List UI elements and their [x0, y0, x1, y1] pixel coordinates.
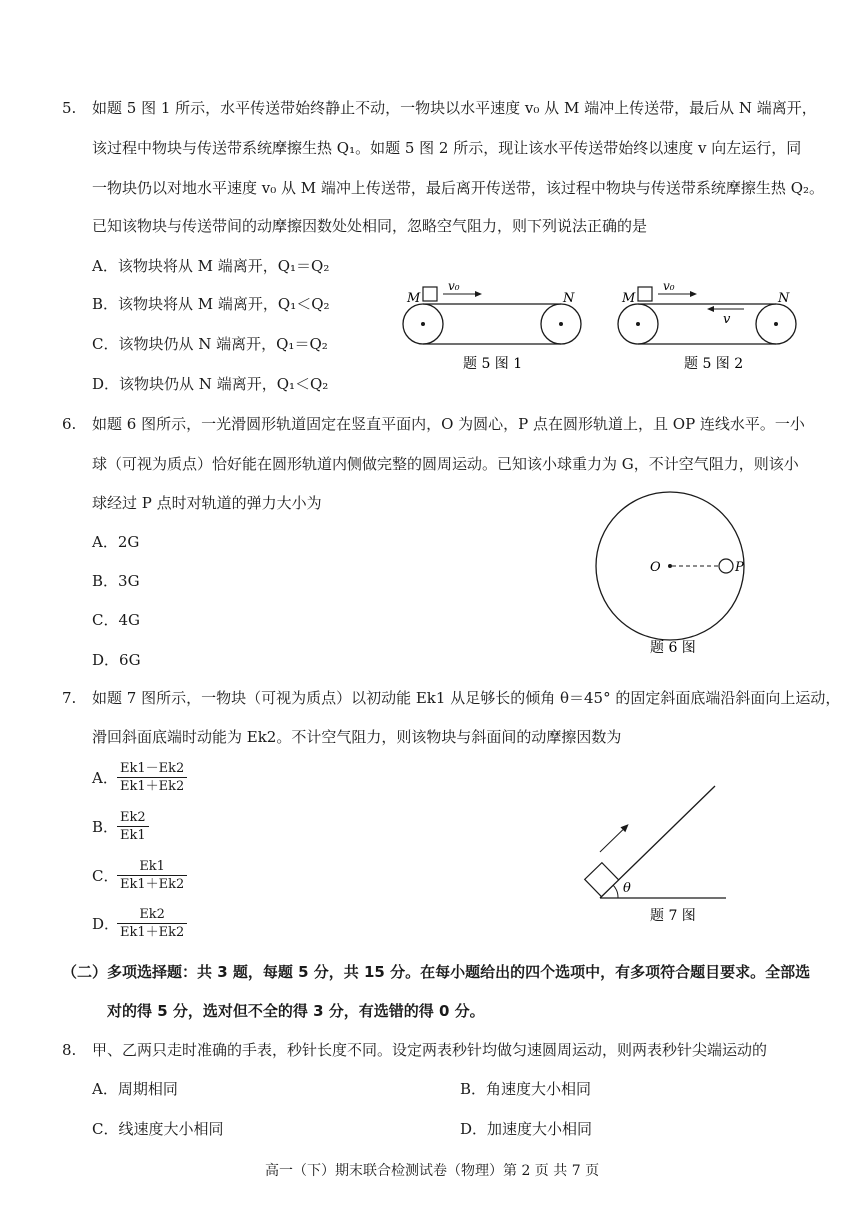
ball-icon: [719, 559, 733, 573]
q5-number: 5.: [62, 99, 77, 117]
q7-option-b-letter: B．: [92, 818, 119, 836]
block-icon: [423, 287, 437, 301]
q7-option-b-fraction: [117, 809, 149, 844]
q6-stem-line-1: 如题 6 图所示，一光滑圆形轨道固定在竖直平面内，O 为圆心，P 点在圆形轨道上，且 OP 连线水平。一小: [92, 415, 805, 433]
q6-number: 6.: [62, 415, 77, 433]
q7-option-c-letter: C．: [92, 867, 119, 885]
q7-option-d-den: Ek1＋Ek2: [120, 925, 185, 940]
q6-stem-line-3: 球经过 P 点时对轨道的弹力大小为: [92, 494, 322, 512]
label-m: M: [407, 291, 421, 306]
conveyor-figure-1: [395, 280, 595, 375]
q5-option-d: D．该物块仍从 N 端离开，Q₁＜Q₂: [92, 375, 329, 393]
q5-option-b: B．该物块将从 M 端离开，Q₁＜Q₂: [92, 295, 330, 313]
label-o: O: [650, 560, 661, 575]
label-v: v: [723, 312, 731, 327]
q7-option-b-den: Ek1: [120, 828, 146, 843]
q8-option-d: D．加速度大小相同: [460, 1120, 593, 1138]
block-icon: [585, 863, 619, 897]
q7-option-a-letter: A．: [92, 769, 118, 787]
q5-stem-line-4: 已知该物块与传送带间的动摩擦因数处处相同，忽略空气阻力，则下列说法正确的是: [92, 217, 648, 235]
label-theta: θ: [623, 881, 631, 896]
q8-stem: 甲、乙两只走时准确的手表，秒针长度不同。设定两表秒针均做匀速圆周运动，则两表秒针尖端运动的: [92, 1041, 768, 1059]
page-footer: 高一（下）期末联合检测试卷（物理）第 2 页 共 7 页: [265, 1163, 600, 1179]
q7-option-a-num: Ek1－Ek2: [117, 760, 187, 778]
fig7-caption: 题 7 图: [650, 908, 696, 924]
circular-track-figure: [590, 485, 770, 665]
conveyor-figure-2: [610, 280, 810, 375]
label-p: P: [735, 560, 744, 575]
fig5-1-caption: 题 5 图 1: [463, 356, 523, 372]
q7-option-d-num: Ek2: [117, 906, 187, 924]
q7-option-b-num: Ek2: [117, 809, 149, 827]
q5-stem-line-3: 一物块仍以对地水平速度 v₀ 从 M 端冲上传送带，最后离开传送带，该过程中物块与传送带系统摩擦生热 Q₂。: [92, 179, 825, 197]
incline-figure: [580, 780, 740, 930]
q7-option-c-fraction: [117, 858, 187, 893]
fig6-caption: 题 6 图: [650, 640, 696, 656]
q7-number: 7.: [62, 689, 77, 707]
label-v0: v₀: [448, 280, 460, 293]
q7-option-a-fraction: [117, 760, 187, 795]
q8-option-b: B．角速度大小相同: [460, 1080, 592, 1098]
arrow-right-icon: [690, 291, 697, 297]
fig5-2-caption: 题 5 图 2: [684, 356, 744, 372]
label-m: M: [622, 291, 636, 306]
q6-option-a: A．2G: [92, 533, 140, 551]
q5-option-a: A．该物块将从 M 端离开，Q₁＝Q₂: [92, 257, 330, 275]
q8-option-a: A．周期相同: [92, 1080, 178, 1098]
block-icon: [638, 287, 652, 301]
section2-line-1: （二）多项选择题：共 3 题，每题 5 分，共 15 分。在每小题给出的四个选项中，有多项符合题目要求。全部选: [62, 963, 811, 981]
arrow-right-icon: [475, 291, 482, 297]
arrow-left-icon: [707, 306, 714, 312]
q7-option-c-den: Ek1＋Ek2: [120, 877, 185, 892]
q5-stem-line-2: 该过程中物块与传送带系统摩擦生热 Q₁。如题 5 图 2 所示，现让该水平传送带始终以速度 v 向左运行，同: [92, 139, 802, 157]
q8-option-c: C．线速度大小相同: [92, 1120, 224, 1138]
q7-option-d-fraction: [117, 906, 187, 941]
q8-number: 8.: [62, 1041, 77, 1059]
section2-line-2: 对的得 5 分，选对但不全的得 3 分，有选错的得 0 分。: [107, 1002, 485, 1020]
q7-option-c-num: Ek1: [117, 858, 187, 876]
q6-option-b: B．3G: [92, 572, 140, 590]
label-n: N: [778, 291, 790, 306]
label-v0: v₀: [663, 280, 675, 293]
q5-stem-line-1: 如题 5 图 1 所示，水平传送带始终静止不动，一物块以水平速度 v₀ 从 M 端冲上传送带，最后从 N 端离开，: [92, 99, 817, 117]
q7-stem-line-2: 滑回斜面底端时动能为 Ek2。不计空气阻力，则该物块与斜面间的动摩擦因数为: [92, 728, 622, 746]
label-n: N: [563, 291, 575, 306]
q6-stem-line-2: 球（可视为质点）恰好能在圆形轨道内侧做完整的圆周运动。已知该小球重力为 G，不计空气阻力，则该小: [92, 455, 799, 473]
q7-option-a-den: Ek1＋Ek2: [120, 779, 185, 794]
q6-option-d: D．6G: [92, 651, 141, 669]
q5-option-c: C．该物块仍从 N 端离开，Q₁＝Q₂: [92, 335, 328, 353]
q6-option-c: C．4G: [92, 611, 141, 629]
q7-stem-line-1: 如题 7 图所示，一物块（可视为质点）以初动能 Ek1 从足够长的倾角 θ＝45° 的固定斜面底端沿斜面向上运动，: [92, 689, 841, 707]
q7-option-d-letter: D．: [92, 915, 120, 933]
